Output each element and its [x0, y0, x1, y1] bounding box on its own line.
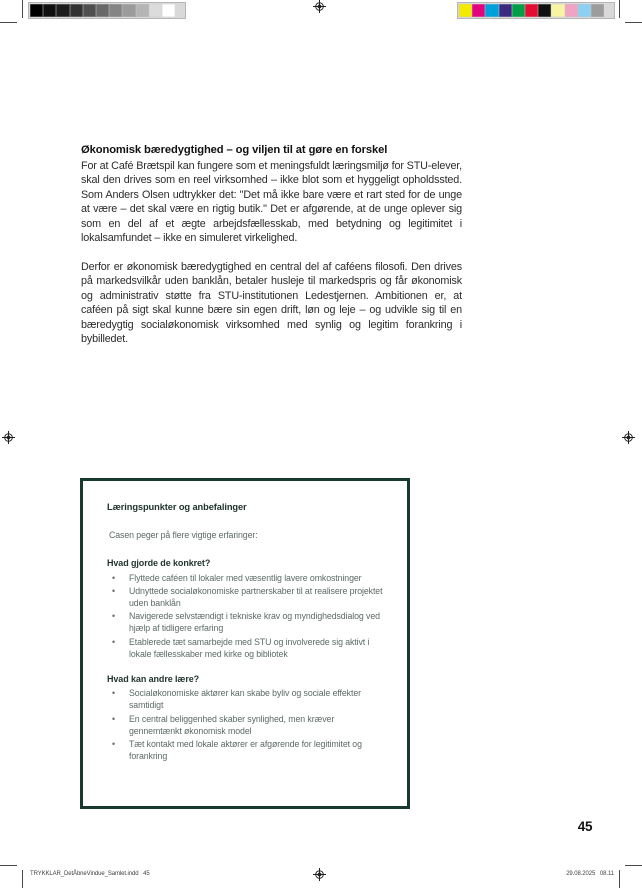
learning-points-box [80, 478, 410, 809]
color-swatch [485, 4, 498, 17]
grayscale-swatch [149, 4, 162, 17]
color-swatch [591, 4, 604, 17]
bullet-item: • Navigerede selvstændigt i tekniske krav og myndighedsdialog ved hjælp af tidligere erfaring [107, 610, 383, 634]
grayscale-swatch [109, 4, 122, 17]
bullet-item: • Tæt kontakt med lokale aktører er afgørende for legitimitet og forankring [107, 738, 383, 762]
grayscale-swatch [122, 4, 135, 17]
box-intro: Casen peger på flere vigtige erfaringer: [109, 530, 258, 541]
bullet-item: • Socialøkonomiske aktører kan skabe byliv og sociale effekter samtidigt [107, 687, 383, 711]
box-subheading: Hvad gjorde de konkret? [107, 558, 211, 569]
box-title: Læringspunkter og anbefalinger [107, 502, 247, 512]
grayscale-swatch [162, 4, 175, 17]
registration-mark-icon [313, 868, 326, 881]
paragraph: Derfor er økonomisk bæredygtighed en central del af caféens filosofi. Den drives på markedsvilkår uden banklån, betaler husleje til markedspris og får økonomisk og administrativ støtte fra STU-institutionen Ledestjernen. Ambitionen er, at caféen på sigt skal kunne bære sin egen drift, løn og leje – og udvikle sig til en bæredygtig socialøkonomisk virksomhed med synlig og legitim forankring i bybilledet. [81, 260, 462, 345]
color-swatch [525, 4, 538, 17]
grayscale-calibration-bar [28, 2, 186, 19]
color-swatch [512, 4, 525, 17]
crop-mark [625, 865, 642, 866]
box-subheading: Hvad kan andre lære? [107, 674, 200, 685]
color-swatch [472, 4, 485, 17]
crop-mark [22, 0, 23, 18]
crop-mark [625, 22, 642, 23]
crop-mark [619, 870, 620, 888]
color-swatch [551, 4, 564, 17]
bullet-item: • Flyttede caféen til lokaler med væsentlig lavere omkostninger [107, 572, 383, 584]
crop-mark [22, 870, 23, 888]
color-swatch [499, 4, 512, 17]
grayscale-swatch [96, 4, 109, 17]
crop-mark [0, 22, 17, 23]
color-swatch [459, 4, 472, 17]
bullet-list [107, 687, 383, 762]
paragraph: For at Café Brætspil kan fungere som et meningsfuldt læringsmiljø for STU-elever, skal den drives som en reel virksomhed – ikke blot som et hyggeligt opholdssted. Som Anders Olsen udtrykker det: "Det må ikke bare være et rart sted for de unge at være – det skal være en rigtig butik." Det er afgørende, at de unge oplever sig som en del af et ægte arbejdsfællesskab, med betydning og legitimitet i lokalsamfundet – ikke en simuleret virkelighed. [81, 159, 462, 244]
page-number: 45 [577, 819, 593, 834]
section-heading: Økonomisk bæredygtighed – og viljen til at gøre en forskel [81, 144, 388, 156]
bullet-item: • En central beliggenhed skaber synlighed, men kræver gennemtænkt økonomisk model [107, 713, 383, 737]
article-body [81, 143, 462, 361]
registration-mark-icon [2, 431, 15, 444]
color-swatch [538, 4, 551, 17]
grayscale-swatch [83, 4, 96, 17]
registration-mark-icon [313, 0, 326, 13]
grayscale-swatch [56, 4, 69, 17]
grayscale-swatch [30, 4, 43, 17]
slug-datetime: 29.08.2025 08.11 [566, 871, 614, 877]
bullet-item: • Udnyttede socialøkonomiske partnerskaber til at realisere projektet uden banklån [107, 585, 383, 609]
color-swatch [565, 4, 578, 17]
grayscale-swatch [43, 4, 56, 17]
bullet-item: • Etablerede tæt samarbejde med STU og involverede sig aktivt i lokale fællesskaber med kirke og bibliotek [107, 636, 383, 660]
grayscale-swatch [70, 4, 83, 17]
bullet-list [107, 572, 383, 660]
color-swatch [578, 4, 591, 17]
color-calibration-bar [457, 2, 615, 19]
registration-mark-icon [622, 431, 635, 444]
slug-filename: TRYKKLAR_DetÅbneVindue_Samlet.indd 45 [30, 871, 150, 877]
crop-mark [0, 865, 17, 866]
grayscale-swatch [136, 4, 149, 17]
crop-mark [619, 0, 620, 18]
